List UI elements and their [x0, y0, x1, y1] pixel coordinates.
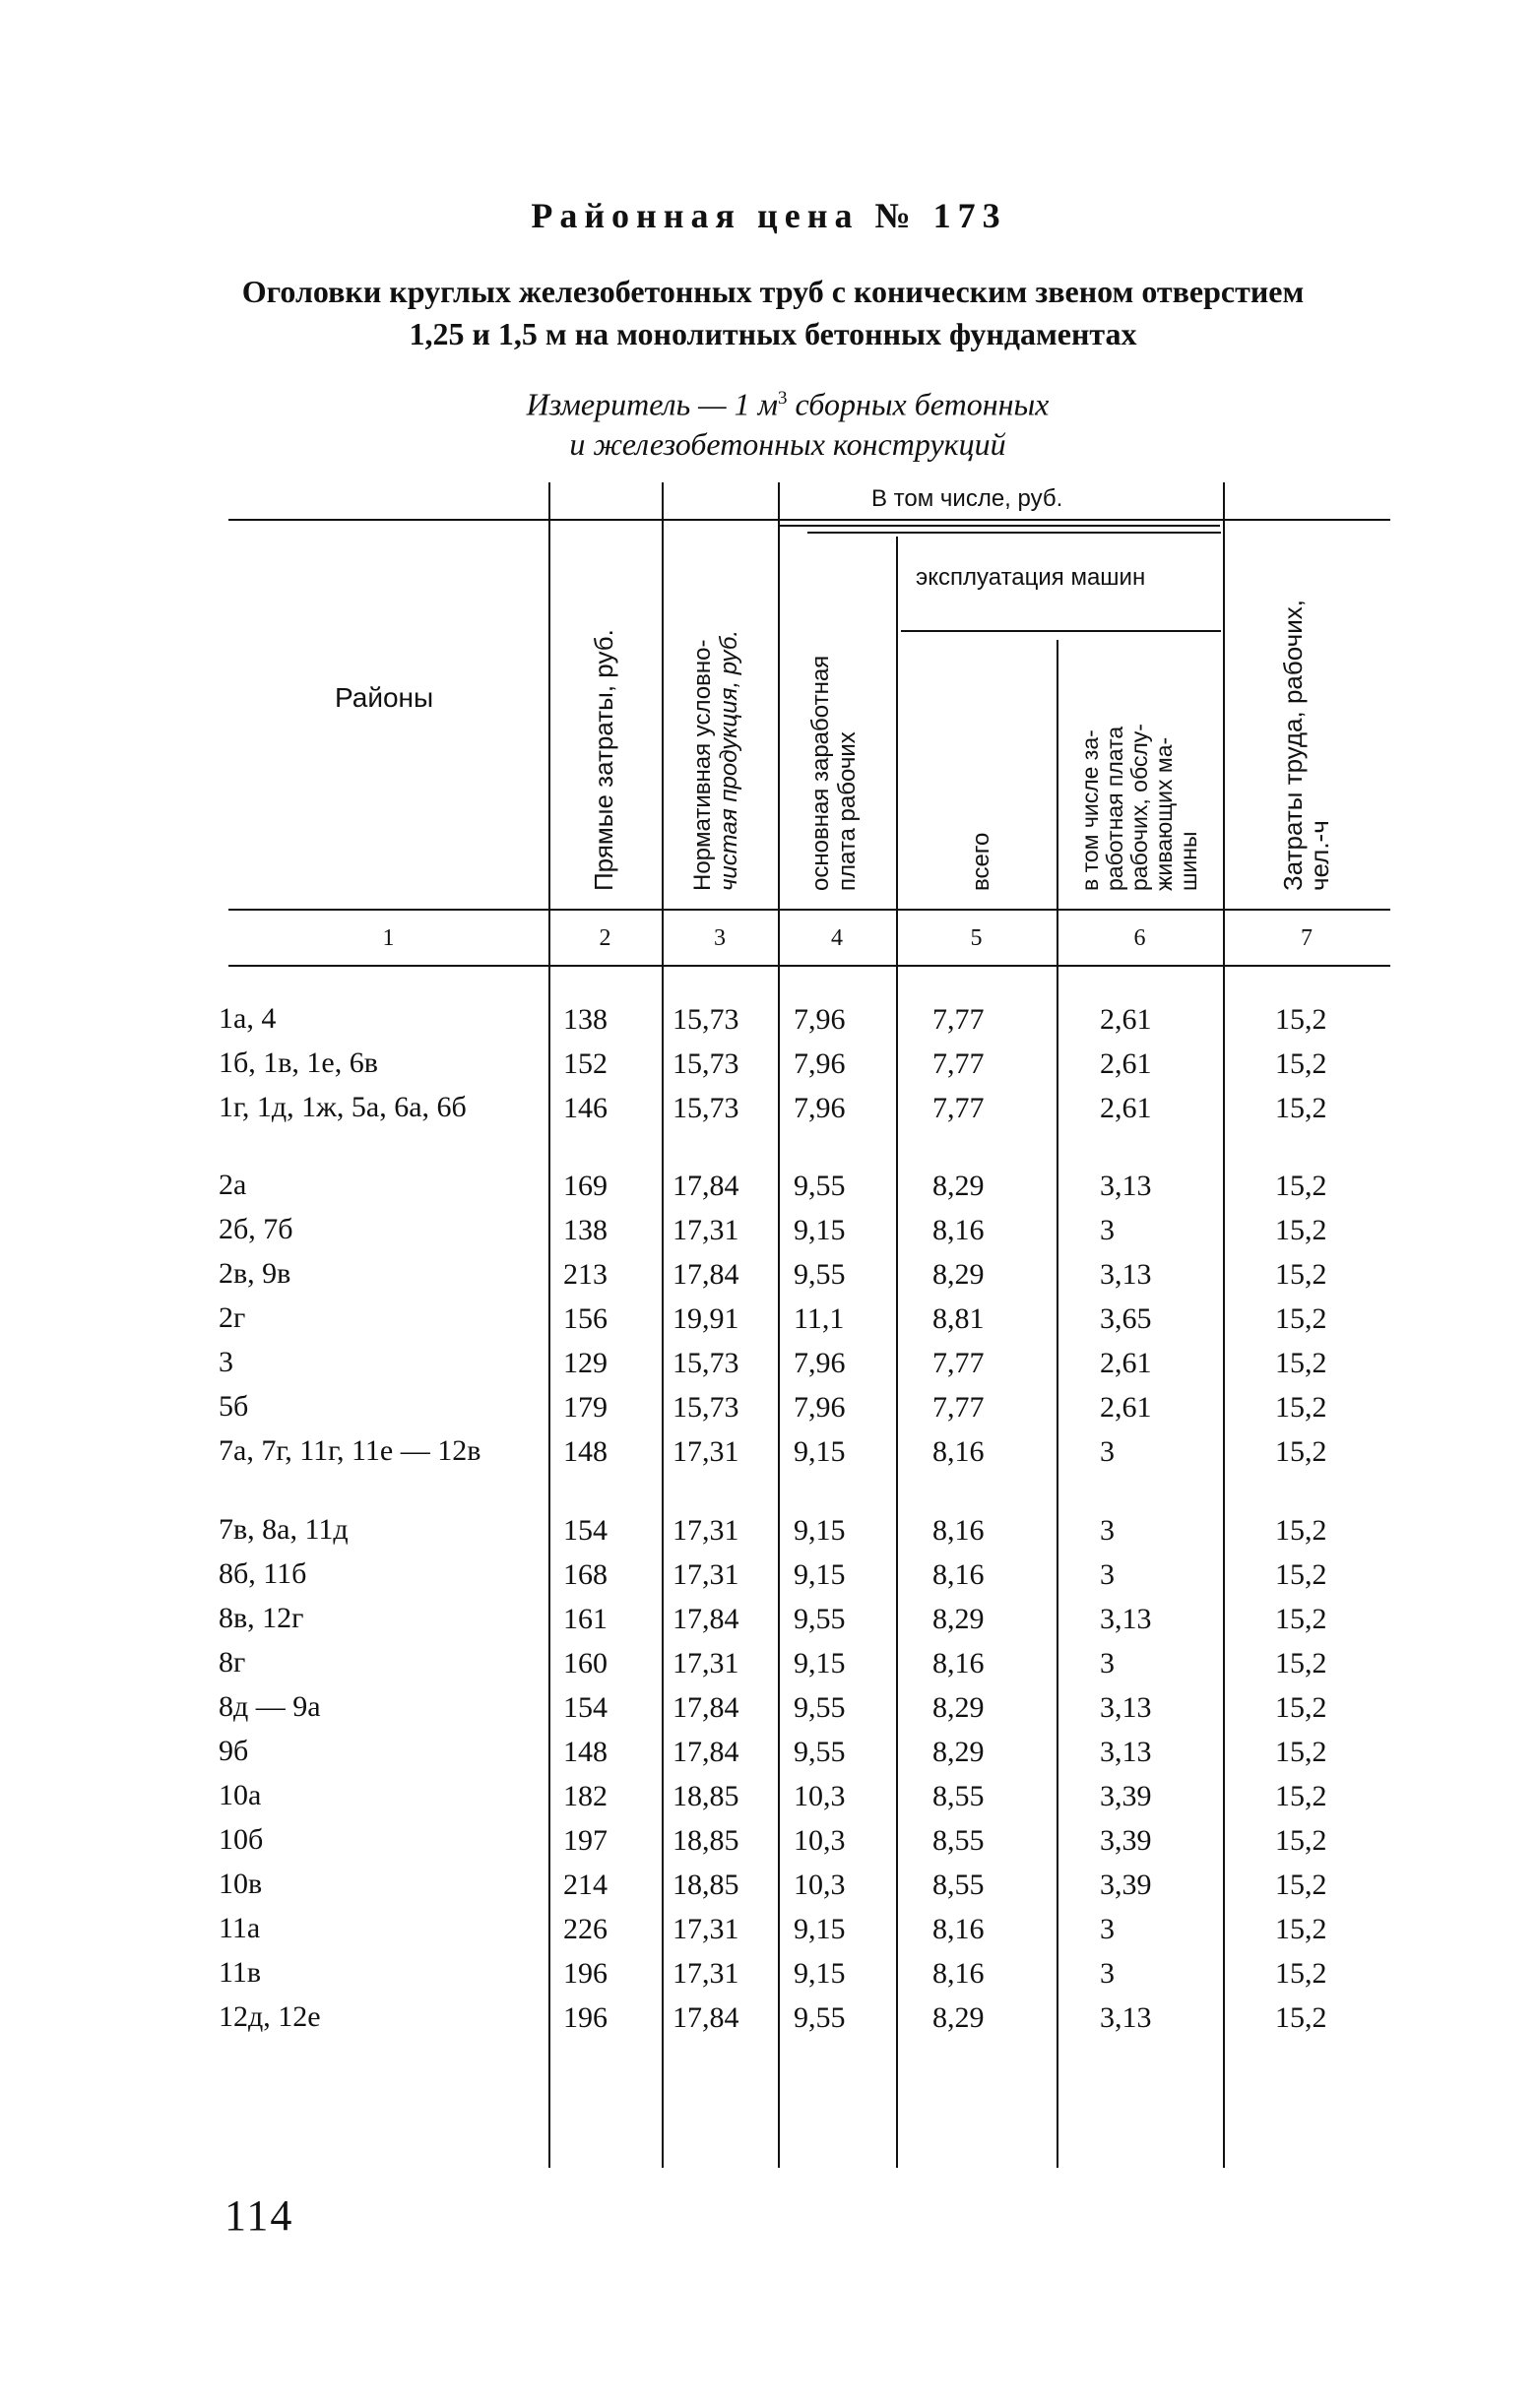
cell-machines-total: 7,77 [932, 1047, 985, 1080]
cell-operator-wage: 3,39 [1100, 1869, 1152, 1901]
cell-operator-wage: 3,13 [1100, 1258, 1152, 1291]
col-number-3: 3 [714, 925, 726, 951]
cell-machines-total: 8,16 [932, 1957, 985, 1990]
col-number-1: 1 [382, 925, 395, 951]
cell-operator-wage: 3,13 [1100, 1170, 1152, 1202]
cell-machines-total: 8,16 [932, 1647, 985, 1679]
header-labor-costs: Затраты труда, рабочих, чел.-ч [1278, 600, 1334, 891]
cell-operator-wage: 3 [1100, 1647, 1115, 1679]
cell-normative-production: 17,31 [673, 1435, 739, 1468]
cell-direct-costs: 148 [563, 1736, 608, 1768]
cell-direct-costs: 146 [563, 1092, 608, 1124]
cell-labor-costs: 15,2 [1275, 1647, 1327, 1679]
cell-district: 2а [219, 1169, 247, 1201]
cell-district: 8г [219, 1646, 246, 1679]
cell-machines-total: 8,16 [932, 1913, 985, 1945]
cell-base-wage: 9,15 [794, 1214, 846, 1246]
cell-machines-total: 8,29 [932, 1170, 985, 1202]
cell-base-wage: 11,1 [794, 1302, 845, 1335]
cell-base-wage: 9,55 [794, 1170, 846, 1202]
header-base-wage: основная заработная плата рабочих [807, 655, 861, 891]
cell-direct-costs: 129 [563, 1347, 608, 1379]
header-machines: эксплуатация машин [916, 564, 1146, 591]
cell-operator-wage: 2,61 [1100, 1092, 1152, 1124]
cell-operator-wage: 3 [1100, 1514, 1115, 1547]
header-districts: Районы [335, 682, 434, 713]
cell-machines-total: 8,55 [932, 1824, 985, 1857]
cell-base-wage: 9,55 [794, 1736, 846, 1768]
cell-district: 10б [219, 1823, 264, 1856]
cell-labor-costs: 15,2 [1275, 1258, 1327, 1291]
cell-machines-total: 7,77 [932, 1003, 985, 1036]
col-divider-1 [548, 482, 550, 2168]
cell-district: 8в, 12г [219, 1602, 304, 1634]
cell-normative-production: 15,73 [673, 1047, 739, 1080]
cell-district: 2г [219, 1301, 246, 1334]
cell-normative-production: 17,31 [673, 1913, 739, 1945]
cell-district: 9б [219, 1735, 249, 1767]
col-divider-6 [1223, 482, 1225, 2168]
col-number-7: 7 [1301, 925, 1313, 951]
col-number-4: 4 [831, 925, 843, 951]
cell-direct-costs: 152 [563, 1047, 608, 1080]
header-operator-wage: в том числе за- работная плата рабочих, обслу- живающих ма- шины [1077, 724, 1201, 891]
cell-base-wage: 7,96 [794, 1047, 846, 1080]
cell-operator-wage: 3 [1100, 1435, 1115, 1468]
col-divider-2 [662, 482, 664, 2168]
cell-district: 1г, 1д, 1ж, 5а, 6а, 6б [219, 1091, 467, 1123]
cell-labor-costs: 15,2 [1275, 1047, 1327, 1080]
cell-operator-wage: 3 [1100, 1957, 1115, 1990]
cell-normative-production: 17,84 [673, 2001, 739, 2034]
cell-operator-wage: 3 [1100, 1214, 1115, 1246]
page-title: Районная цена № 173 [531, 196, 1007, 235]
cell-direct-costs: 196 [563, 2001, 608, 2034]
cell-machines-total: 8,16 [932, 1514, 985, 1547]
cell-direct-costs: 138 [563, 1003, 608, 1036]
cell-operator-wage: 3,13 [1100, 1736, 1152, 1768]
cell-operator-wage: 3 [1100, 1558, 1115, 1591]
cell-operator-wage: 3,65 [1100, 1302, 1152, 1335]
cell-operator-wage: 3,39 [1100, 1780, 1152, 1812]
cell-normative-production: 17,31 [673, 1558, 739, 1591]
cell-base-wage: 9,15 [794, 1435, 846, 1468]
cell-base-wage: 9,15 [794, 1558, 846, 1591]
cell-base-wage: 9,55 [794, 1258, 846, 1291]
cell-normative-production: 17,31 [673, 1214, 739, 1246]
cell-labor-costs: 15,2 [1275, 1824, 1327, 1857]
cell-district: 2б, 7б [219, 1213, 293, 1245]
cell-direct-costs: 168 [563, 1558, 608, 1591]
cell-base-wage: 9,15 [794, 1913, 846, 1945]
cell-labor-costs: 15,2 [1275, 1558, 1327, 1591]
cell-district: 1б, 1в, 1е, 6в [219, 1046, 378, 1079]
cell-machines-total: 8,29 [932, 2001, 985, 2034]
cell-machines-total: 7,77 [932, 1391, 985, 1424]
page-subtitle: Оголовки круглых железобетонных труб с коническим звеном отверстием 1,25 и 1,5 м на монолитных бетонных фундаментах [241, 274, 1305, 351]
cell-operator-wage: 2,61 [1100, 1391, 1152, 1424]
col-number-5: 5 [970, 925, 983, 951]
cell-labor-costs: 15,2 [1275, 1957, 1327, 1990]
cell-labor-costs: 15,2 [1275, 1913, 1327, 1945]
cell-normative-production: 18,85 [673, 1824, 739, 1857]
cell-base-wage: 7,96 [794, 1003, 846, 1036]
cell-direct-costs: 148 [563, 1435, 608, 1468]
cell-labor-costs: 15,2 [1275, 1736, 1327, 1768]
cell-machines-total: 8,55 [932, 1869, 985, 1901]
cell-labor-costs: 15,2 [1275, 1691, 1327, 1724]
cell-direct-costs: 161 [563, 1603, 608, 1635]
cell-machines-total: 8,55 [932, 1780, 985, 1812]
cell-base-wage: 10,3 [794, 1780, 846, 1812]
cell-normative-production: 17,31 [673, 1957, 739, 1990]
cell-direct-costs: 196 [563, 1957, 608, 1990]
cell-district: 7а, 7г, 11г, 11е — 12в [219, 1434, 481, 1467]
cell-base-wage: 7,96 [794, 1347, 846, 1379]
cell-labor-costs: 15,2 [1275, 1347, 1327, 1379]
header-group-in-number: В том числе, руб. [871, 485, 1063, 512]
cell-machines-total: 8,81 [932, 1302, 985, 1335]
cell-base-wage: 9,15 [794, 1647, 846, 1679]
cell-labor-costs: 15,2 [1275, 1869, 1327, 1901]
cell-machines-total: 8,29 [932, 1258, 985, 1291]
header-direct-costs: Прямые затраты, руб. [589, 629, 618, 891]
cell-normative-production: 15,73 [673, 1092, 739, 1124]
cell-direct-costs: 154 [563, 1691, 608, 1724]
cell-direct-costs: 213 [563, 1258, 608, 1291]
cell-operator-wage: 2,61 [1100, 1047, 1152, 1080]
cell-machines-total: 7,77 [932, 1092, 985, 1124]
cell-base-wage: 9,15 [794, 1957, 846, 1990]
cell-district: 10а [219, 1779, 262, 1811]
cell-district: 7в, 8а, 11д [219, 1513, 349, 1546]
cell-normative-production: 17,84 [673, 1736, 739, 1768]
cell-labor-costs: 15,2 [1275, 1214, 1327, 1246]
cell-base-wage: 9,15 [794, 1514, 846, 1547]
page-number: 114 [224, 2191, 294, 2240]
cell-operator-wage: 3 [1100, 1913, 1115, 1945]
header-total: всего [968, 832, 994, 891]
cell-labor-costs: 15,2 [1275, 1003, 1327, 1036]
group-rule [807, 532, 1221, 534]
cell-normative-production: 17,84 [673, 1691, 739, 1724]
table-top-rule [228, 519, 1390, 521]
cell-labor-costs: 15,2 [1275, 1302, 1327, 1335]
cell-labor-costs: 15,2 [1275, 1092, 1327, 1124]
cell-machines-total: 8,29 [932, 1691, 985, 1724]
cell-labor-costs: 15,2 [1275, 1391, 1327, 1424]
cell-labor-costs: 15,2 [1275, 2001, 1327, 2034]
cell-normative-production: 17,84 [673, 1258, 739, 1291]
cell-district: 1а, 4 [219, 1002, 277, 1035]
cell-machines-total: 7,77 [932, 1347, 985, 1379]
cell-base-wage: 9,55 [794, 2001, 846, 2034]
cell-direct-costs: 214 [563, 1869, 608, 1901]
group-underline [780, 525, 1220, 527]
cell-district: 5б [219, 1390, 249, 1423]
cell-direct-costs: 182 [563, 1780, 608, 1812]
cell-labor-costs: 15,2 [1275, 1780, 1327, 1812]
cell-direct-costs: 138 [563, 1214, 608, 1246]
cell-operator-wage: 2,61 [1100, 1003, 1152, 1036]
cell-base-wage: 10,3 [794, 1824, 846, 1857]
cell-machines-total: 8,29 [932, 1603, 985, 1635]
col-number-2: 2 [599, 925, 611, 951]
cell-machines-total: 8,16 [932, 1558, 985, 1591]
cell-normative-production: 17,31 [673, 1514, 739, 1547]
cell-labor-costs: 15,2 [1275, 1170, 1327, 1202]
cell-district: 11а [219, 1912, 261, 1944]
cell-base-wage: 7,96 [794, 1391, 846, 1424]
cell-machines-total: 8,16 [932, 1435, 985, 1468]
cell-district: 11в [219, 1956, 262, 1989]
cell-normative-production: 17,84 [673, 1603, 739, 1635]
cell-base-wage: 7,96 [794, 1092, 846, 1124]
cell-district: 8д — 9а [219, 1690, 321, 1723]
cell-base-wage: 9,55 [794, 1691, 846, 1724]
cell-direct-costs: 169 [563, 1170, 608, 1202]
cell-normative-production: 18,85 [673, 1869, 739, 1901]
cell-normative-production: 15,73 [673, 1347, 739, 1379]
cell-normative-production: 18,85 [673, 1780, 739, 1812]
numbers-bottom-rule [228, 965, 1390, 967]
cell-normative-production: 17,31 [673, 1647, 739, 1679]
cell-operator-wage: 2,61 [1100, 1347, 1152, 1379]
header-normative-production: Нормативная условно- чистая продукция, руб. [689, 629, 742, 891]
cell-operator-wage: 3,13 [1100, 1603, 1152, 1635]
cell-machines-total: 8,29 [932, 1736, 985, 1768]
cell-normative-production: 15,73 [673, 1391, 739, 1424]
col-number-6: 6 [1133, 925, 1146, 951]
cell-direct-costs: 156 [563, 1302, 608, 1335]
cell-base-wage: 9,55 [794, 1603, 846, 1635]
cell-district: 8б, 11б [219, 1557, 307, 1590]
cell-direct-costs: 154 [563, 1514, 608, 1547]
cell-normative-production: 15,73 [673, 1003, 739, 1036]
cell-direct-costs: 226 [563, 1913, 608, 1945]
cell-district: 10в [219, 1868, 263, 1900]
cell-normative-production: 19,91 [673, 1302, 739, 1335]
cell-normative-production: 17,84 [673, 1170, 739, 1202]
cell-operator-wage: 3,13 [1100, 2001, 1152, 2034]
cell-machines-total: 8,16 [932, 1214, 985, 1246]
cell-labor-costs: 15,2 [1275, 1603, 1327, 1635]
cell-district: 12д, 12е [219, 2000, 321, 2033]
cell-district: 3 [219, 1346, 233, 1378]
cell-operator-wage: 3,39 [1100, 1824, 1152, 1857]
measure-superscript: 3 [778, 388, 788, 409]
measure-unit [295, 379, 1280, 464]
cell-base-wage: 10,3 [794, 1869, 846, 1901]
cell-direct-costs: 197 [563, 1824, 608, 1857]
measure-line1-b: сборных бетонных [787, 386, 1050, 422]
col-divider-5 [1057, 640, 1058, 2168]
measure-line1-a: Измеритель — 1 м [526, 386, 778, 422]
col-divider-3 [778, 482, 780, 2168]
machines-rule [901, 630, 1221, 632]
cell-labor-costs: 15,2 [1275, 1514, 1327, 1547]
header-bottom-rule [228, 909, 1390, 911]
cell-operator-wage: 3,13 [1100, 1691, 1152, 1724]
col-divider-4 [896, 537, 898, 2168]
measure-line2: и железобетонных конструкций [569, 425, 1006, 462]
cell-district: 2в, 9в [219, 1257, 291, 1290]
cell-labor-costs: 15,2 [1275, 1435, 1327, 1468]
cell-direct-costs: 179 [563, 1391, 608, 1424]
cell-direct-costs: 160 [563, 1647, 608, 1679]
